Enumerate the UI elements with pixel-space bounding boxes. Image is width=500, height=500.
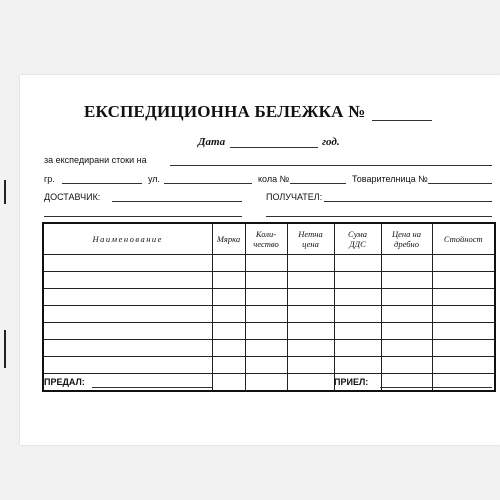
items-table (42, 222, 496, 392)
handed-label: ПРЕДАЛ: (44, 377, 85, 387)
table-cell[interactable] (245, 289, 287, 306)
col-header-net-price-text: Нетна цена (298, 229, 323, 249)
table-cell[interactable] (432, 272, 495, 289)
table-row (43, 374, 495, 392)
table-cell[interactable] (287, 357, 334, 374)
table-row (43, 272, 495, 289)
table-cell[interactable] (432, 255, 495, 272)
col-header-unit-text: Мярка (216, 234, 241, 244)
binding-mark-top (4, 180, 6, 204)
supplier-field[interactable] (112, 201, 242, 202)
table-cell[interactable] (245, 357, 287, 374)
car-label: кола № (258, 174, 290, 184)
table-cell[interactable] (334, 340, 381, 357)
table-cell[interactable] (432, 289, 495, 306)
table-cell[interactable] (245, 374, 287, 392)
city-label: гр. (44, 174, 55, 184)
table-header-row (43, 223, 495, 255)
table-cell[interactable] (212, 272, 245, 289)
col-header-quantity (245, 223, 287, 255)
table-cell[interactable] (381, 289, 432, 306)
table-cell[interactable] (381, 306, 432, 323)
col-header-net-price (287, 223, 334, 255)
table-cell[interactable] (334, 272, 381, 289)
table-cell[interactable] (334, 357, 381, 374)
col-header-value-text: Стойност (443, 234, 483, 244)
table-row (43, 289, 495, 306)
goods-field[interactable] (170, 165, 492, 166)
table-cell[interactable] (287, 340, 334, 357)
table-cell[interactable] (432, 357, 495, 374)
received-label: ПРИЕЛ: (334, 377, 369, 387)
waybill-label: Товарителница № (352, 174, 428, 184)
table-row (43, 323, 495, 340)
table-row (43, 255, 495, 272)
table-cell[interactable] (212, 357, 245, 374)
table-cell[interactable] (245, 255, 287, 272)
supplier-label: ДОСТАВЧИК: (44, 192, 101, 202)
table-cell[interactable] (287, 255, 334, 272)
goods-label: за експедирани стоки на (44, 155, 147, 165)
col-header-retail-price (381, 223, 432, 255)
receiver-field[interactable] (324, 201, 492, 202)
table-cell[interactable] (432, 340, 495, 357)
received-signature-field[interactable] (380, 387, 492, 388)
table-cell[interactable] (334, 323, 381, 340)
table-cell[interactable] (43, 323, 212, 340)
table-cell[interactable] (245, 306, 287, 323)
handed-signature-field[interactable] (92, 387, 212, 388)
table-cell[interactable] (245, 340, 287, 357)
receiver-field-2[interactable] (266, 216, 492, 217)
binding-mark-bottom (4, 330, 6, 368)
table-cell[interactable] (43, 340, 212, 357)
col-header-value (432, 223, 495, 255)
table-cell[interactable] (432, 374, 495, 392)
table-cell[interactable] (245, 272, 287, 289)
car-field[interactable] (290, 183, 346, 184)
table-cell[interactable] (381, 255, 432, 272)
table-row (43, 340, 495, 357)
col-header-unit (212, 223, 245, 255)
number-field[interactable] (372, 120, 432, 121)
table-cell[interactable] (43, 255, 212, 272)
table-cell[interactable] (212, 289, 245, 306)
table-cell[interactable] (212, 255, 245, 272)
table-cell[interactable] (43, 306, 212, 323)
table-cell[interactable] (43, 357, 212, 374)
table-cell[interactable] (287, 289, 334, 306)
table-cell[interactable] (212, 374, 245, 392)
table-cell[interactable] (287, 323, 334, 340)
date-field[interactable] (230, 147, 318, 148)
waybill-field[interactable] (428, 183, 492, 184)
table-row (43, 357, 495, 374)
table-cell[interactable] (334, 289, 381, 306)
col-header-retail-price-text: Цена на дребно (392, 229, 421, 249)
street-label: ул. (148, 174, 161, 184)
table-cell[interactable] (43, 289, 212, 306)
col-header-vat-text: Сума ДДС (348, 229, 367, 249)
col-header-quantity-text: Коли- чество (253, 229, 279, 249)
table-cell[interactable] (287, 272, 334, 289)
table-row (43, 306, 495, 323)
table-cell[interactable] (245, 323, 287, 340)
col-header-name (43, 223, 212, 255)
table-cell[interactable] (432, 323, 495, 340)
table-cell[interactable] (43, 272, 212, 289)
table-cell[interactable] (212, 306, 245, 323)
table-cell[interactable] (381, 272, 432, 289)
col-header-name-text: Наименование (92, 234, 163, 244)
table-cell[interactable] (432, 306, 495, 323)
table-cell[interactable] (381, 340, 432, 357)
table-cell[interactable] (287, 306, 334, 323)
table-cell[interactable] (287, 374, 334, 392)
col-header-vat (334, 223, 381, 255)
date-label: Дата (198, 136, 226, 148)
table-cell[interactable] (381, 374, 432, 392)
table-cell[interactable] (334, 306, 381, 323)
city-field[interactable] (62, 183, 142, 184)
year-label: год. (322, 136, 340, 148)
table-cell[interactable] (212, 340, 245, 357)
street-field[interactable] (164, 183, 252, 184)
table-cell[interactable] (212, 323, 245, 340)
document-title: ЕКСПЕДИЦИОННА БЕЛЕЖКА № (84, 102, 366, 121)
table-cell[interactable] (381, 357, 432, 374)
table-cell[interactable] (334, 255, 381, 272)
receiver-label: ПОЛУЧАТЕЛ: (266, 192, 323, 202)
supplier-field-2[interactable] (44, 216, 242, 217)
table-cell[interactable] (381, 323, 432, 340)
